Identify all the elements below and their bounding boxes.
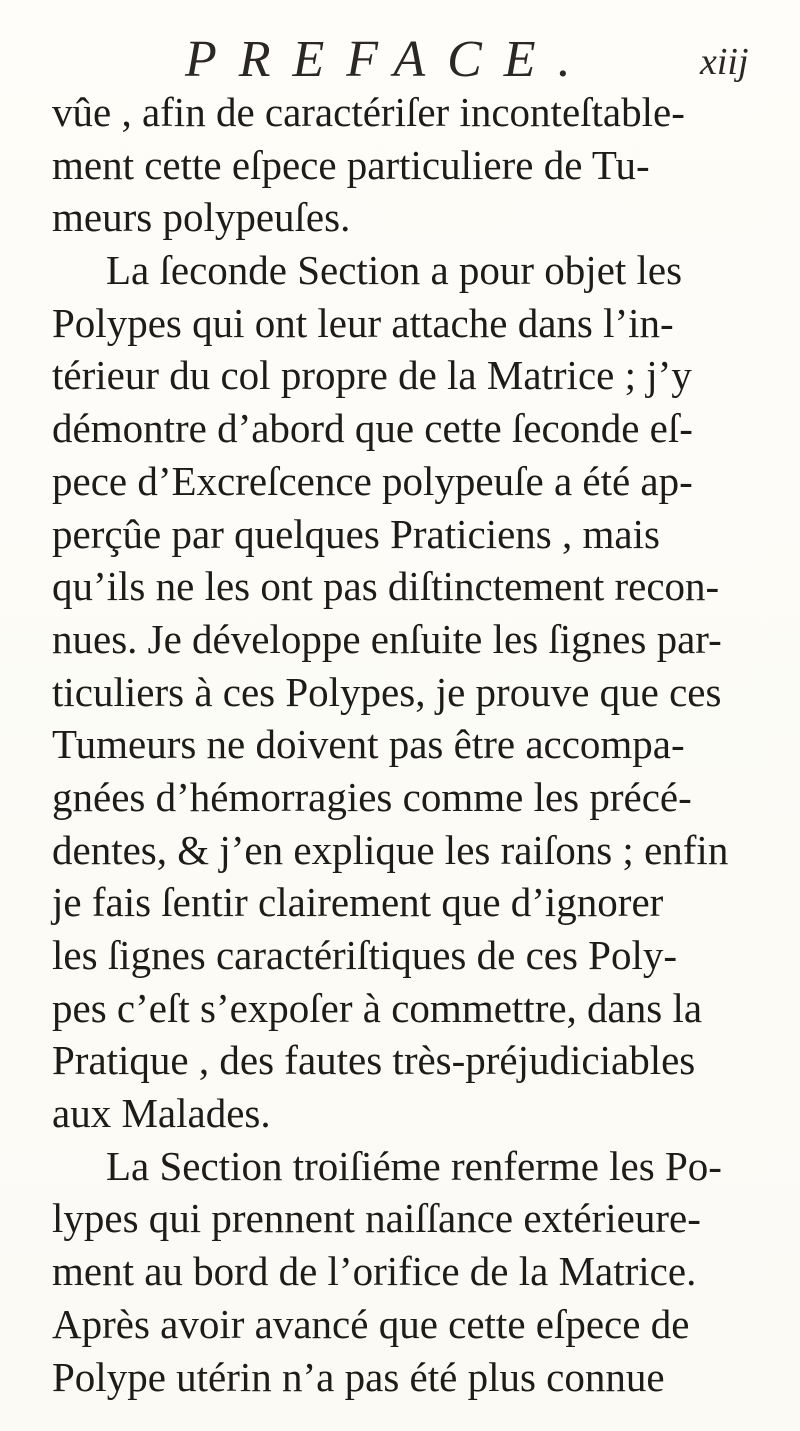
text-line: gnées d’hémorragies comme les précé- [52, 773, 692, 820]
text-line: Polypes qui ont leur attache dans l’in- [52, 299, 674, 346]
text-line: dentes, & j’en explique les raiſons ; enfin [52, 826, 729, 873]
text-line: ment au bord de l’orifice de la Matrice. [52, 1248, 697, 1295]
text-line: les ſignes caractériſtiques de ces Poly- [52, 932, 678, 978]
text-line: pes c’eſt s’expoſer à commettre, dans la [52, 984, 703, 1031]
text-line: lypes qui prennent naiſſance extérieure- [52, 1195, 701, 1242]
running-title: PREFACE. [185, 31, 593, 88]
running-head [0, 30, 800, 90]
text-line: qu’ils ne les ont pas diſtinctement recon- [52, 563, 720, 610]
body-text [52, 86, 792, 1403]
text-line: Tumeurs ne doivent pas être accompa- [52, 721, 685, 768]
text-line: vûe , afin de caractériſer inconteſtable- [52, 89, 685, 135]
text-line: térieur du col propre de la Matrice ; j’y [52, 352, 692, 399]
text-line: ment cette eſpece particuliere de Tu- [52, 141, 650, 188]
text-line: démontre d’abord que cette ſeconde eſ- [52, 405, 693, 452]
text-line: nues. Je développe enſuite les ſignes par- [52, 615, 722, 662]
text-line: meurs polypeuſes. [52, 194, 351, 241]
text-line: perçûe par quelques Praticiens , mais [52, 510, 660, 557]
text-line: Après avoir avancé que cette eſpece de [52, 1300, 690, 1347]
text-line: Polype utérin n’a pas été plus connue [52, 1353, 665, 1400]
text-line: je fais ſentir clairement que d’ignorer [52, 879, 664, 926]
paragraph-start-section-three: La Section troiſiéme renferme les Po- [106, 1142, 722, 1189]
paragraph-start-section-two: La ſeconde Section a pour objet les [106, 247, 683, 294]
text-line: ticuliers à ces Polypes, je prouve que ces [52, 668, 722, 715]
text-line: Pratique , des fautes très-préjudiciables [52, 1037, 696, 1084]
text-line: aux Malades. [52, 1090, 271, 1137]
text-line: pece d’Excreſcence polypeuſe a été ap- [52, 457, 693, 504]
page-number: xiij [700, 41, 749, 83]
